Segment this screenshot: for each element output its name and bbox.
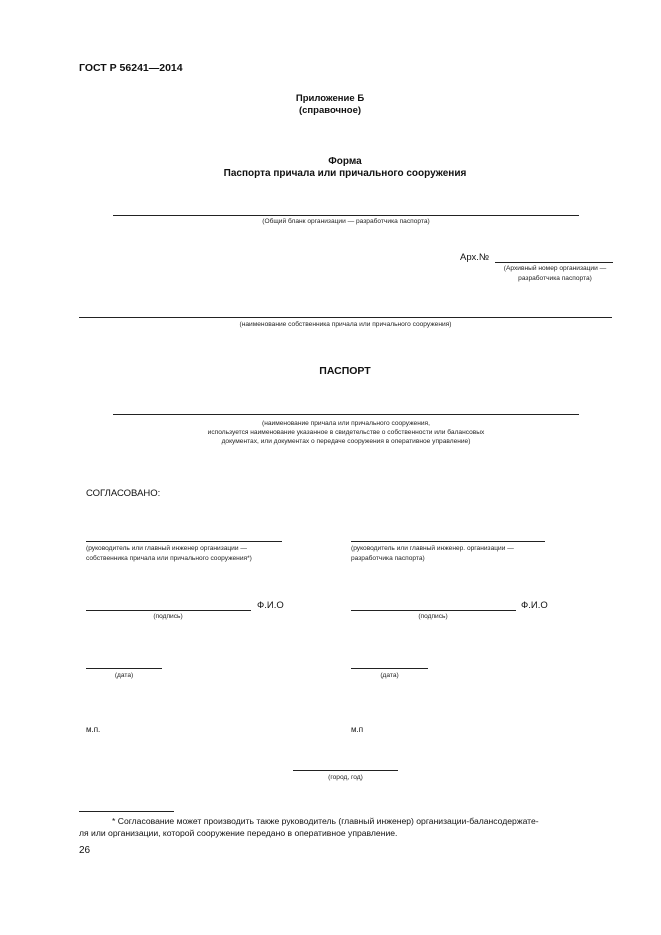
right-date-line	[351, 668, 428, 669]
left-stamp: м.п.	[86, 725, 101, 734]
left-fio: Ф.И.О	[257, 600, 284, 611]
right-position-line	[351, 541, 545, 542]
footnote-line-1: * Согласование может производить также руководитель (главный инженер) организации-балансодержате-	[112, 816, 539, 826]
footnote-separator	[79, 811, 174, 812]
right-sign-line	[351, 610, 516, 611]
passport-title: ПАСПОРТ	[319, 365, 371, 377]
city-line	[293, 770, 398, 771]
archive-caption-2: разработчика паспорта)	[518, 275, 592, 282]
appendix-title: Приложение Б	[295, 93, 365, 104]
form-subtitle: Паспорта причала или причального сооружения	[223, 168, 467, 179]
right-stamp: м.п	[351, 725, 364, 734]
right-caption-1: (руководитель или главный инженер. организации —	[351, 545, 514, 552]
left-caption-2: собственника причала или причального сооружения*)	[86, 555, 252, 562]
owner-caption: (наименование собственника причала или причального сооружения)	[239, 321, 452, 328]
standard-number: ГОСТ Р 56241—2014	[79, 62, 183, 74]
footnote-line-2: ля или организации, которой сооружение передано в оперативное управление.	[79, 828, 398, 838]
object-caption-3: документах, или документах о передаче сооружения в оперативное управление)	[221, 438, 471, 445]
archive-label: Арх.№	[460, 252, 490, 263]
owner-line	[79, 317, 612, 318]
blank-line	[113, 215, 579, 216]
city-caption: (город, год)	[328, 774, 363, 781]
left-sign-caption: (подпись)	[153, 613, 183, 620]
right-caption-2: разработчика паспорта)	[351, 555, 425, 562]
left-position-line	[86, 541, 282, 542]
archive-caption-1: (Архивный номер организации —	[503, 265, 607, 272]
right-date-caption: (дата)	[380, 672, 399, 679]
right-sign-caption: (подпись)	[418, 613, 448, 620]
left-sign-line	[86, 610, 251, 611]
agreed-label: СОГЛАСОВАНО:	[86, 488, 161, 499]
left-date-line	[86, 668, 162, 669]
blank-caption: (Общий бланк организации — разработчика паспорта)	[262, 218, 430, 225]
page-number: 26	[79, 845, 91, 856]
left-date-caption: (дата)	[114, 672, 134, 679]
archive-line	[495, 262, 613, 263]
right-fio: Ф.И.О	[521, 600, 548, 611]
left-caption-1: (руководитель или главный инженер организации —	[86, 545, 247, 552]
object-line	[113, 414, 579, 415]
form-title: Форма	[328, 156, 362, 167]
object-caption-1: (наименование причала или причального сооружения,	[262, 420, 430, 427]
object-caption-2: используется наименование указанное в свидетельстве о собственности или балансовых	[207, 429, 485, 436]
appendix-type: (справочное)	[298, 105, 362, 116]
